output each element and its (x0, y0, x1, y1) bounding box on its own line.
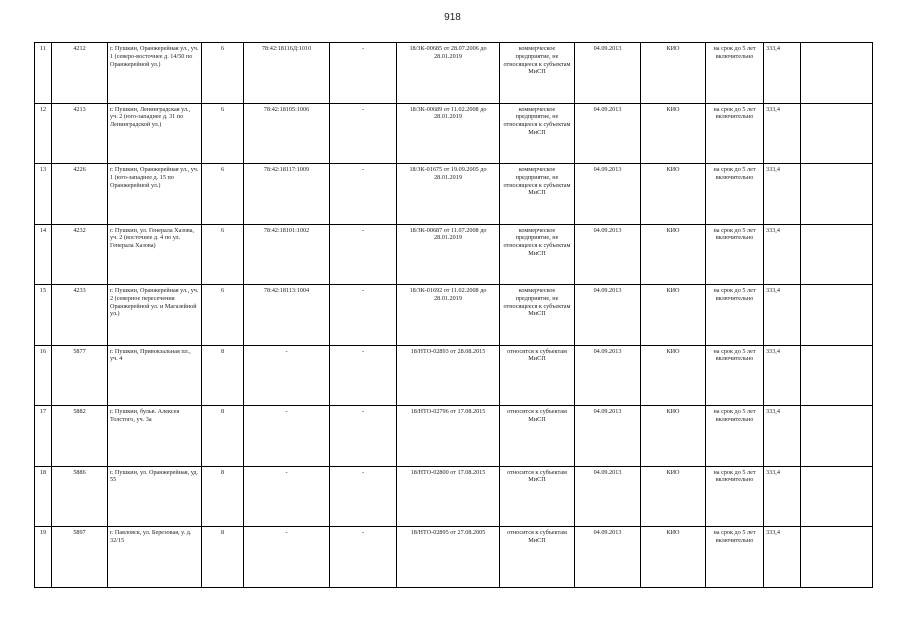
table-row (35, 43, 873, 104)
address-cell: г. Пушкин, Оранжерейная ул., уч. 2 (северное пересечения Оранжерейной ул. и Магазейной ул.) (108, 285, 202, 346)
zone-cell: 6 (202, 285, 244, 346)
contract-cell: 18/ЗК-01692 от 11.02.2008 до 28.01.2019 (397, 285, 500, 346)
zone-cell: 6 (202, 224, 244, 285)
table-row (35, 164, 873, 225)
cadastral-number: - (244, 527, 330, 588)
area-cell: 333,4 (764, 164, 801, 225)
date-cell: 04.09.2013 (575, 345, 641, 406)
zone-cell: 6 (202, 43, 244, 104)
table-row (35, 224, 873, 285)
area-cell: 333,4 (764, 466, 801, 527)
area-cell: 333,4 (764, 406, 801, 467)
address-cell: г. Пушкин, Оранжерейная ул., уч. 1 (юго-западнее д. 15 по Оранжерейной ул.) (108, 164, 202, 225)
table-row (35, 406, 873, 467)
term-cell: на срок до 5 лет включительно (706, 466, 764, 527)
contract-cell: 18/НТО-02800 от 17.08.2015 (397, 466, 500, 527)
date-cell: 04.09.2013 (575, 527, 641, 588)
organization-cell: КИО (641, 345, 706, 406)
blank-cell (801, 345, 873, 406)
table-row (35, 103, 873, 164)
empty-dash-cell: - (330, 43, 397, 104)
cadastral-number: 78:42:18117:1009 (244, 164, 330, 225)
status-cell: относится к субъектам МиСП (500, 345, 575, 406)
term-cell: на срок до 5 лет включительно (706, 527, 764, 588)
blank-cell (801, 527, 873, 588)
cadastral-number: 78:42:18113:1004 (244, 285, 330, 346)
term-cell: на срок до 5 лет включительно (706, 43, 764, 104)
row-number: 12 (35, 103, 52, 164)
address-cell: г. Пушкин, бульв. Алексея Толстого, уч. 3а (108, 406, 202, 467)
blank-cell (801, 406, 873, 467)
object-code: 4226 (52, 164, 108, 225)
object-code: 5897 (52, 527, 108, 588)
empty-dash-cell: - (330, 224, 397, 285)
area-cell: 333,4 (764, 345, 801, 406)
status-cell: коммерческое предприятие, не относящееся к субъектам МиСП (500, 103, 575, 164)
status-cell: относится к субъектам МиСП (500, 466, 575, 527)
address-cell: г. Пушкин, ул. Оранжерейная, уд. 55 (108, 466, 202, 527)
organization-cell: КИО (641, 103, 706, 164)
page-number: 918 (444, 12, 461, 23)
status-cell: относится к субъектам МиСП (500, 406, 575, 467)
organization-cell: КИО (641, 527, 706, 588)
date-cell: 04.09.2013 (575, 224, 641, 285)
object-code: 4232 (52, 224, 108, 285)
row-number: 19 (35, 527, 52, 588)
date-cell: 04.09.2013 (575, 406, 641, 467)
date-cell: 04.09.2013 (575, 43, 641, 104)
row-number: 17 (35, 406, 52, 467)
address-cell: г. Пушкин, Привокзальная пл., уч. 4 (108, 345, 202, 406)
date-cell: 04.09.2013 (575, 103, 641, 164)
contract-cell: 18/НТО-02895 от 27.08.2005 (397, 527, 500, 588)
object-code: 5886 (52, 466, 108, 527)
term-cell: на срок до 5 лет включительно (706, 345, 764, 406)
organization-cell: КИО (641, 164, 706, 225)
organization-cell: КИО (641, 224, 706, 285)
date-cell: 04.09.2013 (575, 285, 641, 346)
date-cell: 04.09.2013 (575, 164, 641, 225)
blank-cell (801, 164, 873, 225)
address-cell: г. Павловск, ул. Березовая, у. д. 32/15 (108, 527, 202, 588)
object-code: 4213 (52, 103, 108, 164)
zone-cell: 6 (202, 103, 244, 164)
zone-cell: 8 (202, 527, 244, 588)
cadastral-number: - (244, 406, 330, 467)
row-number: 13 (35, 164, 52, 225)
term-cell: на срок до 5 лет включительно (706, 285, 764, 346)
contract-cell: 18/ЗК-00687 от 11.07.2008 до 28.01.2019 (397, 224, 500, 285)
empty-dash-cell: - (330, 285, 397, 346)
area-cell: 333,4 (764, 43, 801, 104)
register-table (34, 42, 873, 588)
organization-cell: КИО (641, 285, 706, 346)
status-cell: коммерческое предприятие, не относящееся к субъектам МиСП (500, 164, 575, 225)
cadastral-number: 78:42:18101:1002 (244, 224, 330, 285)
empty-dash-cell: - (330, 466, 397, 527)
empty-dash-cell: - (330, 406, 397, 467)
status-cell: коммерческое предприятие, не относящееся к субъектам МиСП (500, 285, 575, 346)
status-cell: относится к субъектам МиСП (500, 527, 575, 588)
blank-cell (801, 285, 873, 346)
table-row (35, 466, 873, 527)
organization-cell: КИО (641, 406, 706, 467)
zone-cell: 6 (202, 164, 244, 225)
object-code: 4212 (52, 43, 108, 104)
organization-cell: КИО (641, 466, 706, 527)
term-cell: на срок до 5 лет включительно (706, 103, 764, 164)
blank-cell (801, 43, 873, 104)
blank-cell (801, 103, 873, 164)
contract-cell: 18/ЗК-01675 от 19.09.2005 до 28.01.2019 (397, 164, 500, 225)
zone-cell: 8 (202, 345, 244, 406)
cadastral-number: - (244, 466, 330, 527)
address-cell: г. Пушкин, ул. Генерала Хазова, уч. 2 (восточнее д. 4 по ул. Генерала Хазова) (108, 224, 202, 285)
row-number: 16 (35, 345, 52, 406)
empty-dash-cell: - (330, 103, 397, 164)
status-cell: коммерческое предприятие, не относящееся к субъектам МиСП (500, 43, 575, 104)
object-code: 4233 (52, 285, 108, 346)
table-row (35, 345, 873, 406)
blank-cell (801, 224, 873, 285)
address-cell: г. Пушкин, Оранжерейная ул., уч. 1 (северо-восточнее д. 14/50 по Оранжерейной ул.) (108, 43, 202, 104)
table-row (35, 285, 873, 346)
term-cell: на срок до 5 лет включительно (706, 406, 764, 467)
area-cell: 333,4 (764, 285, 801, 346)
row-number: 15 (35, 285, 52, 346)
row-number: 18 (35, 466, 52, 527)
term-cell: на срок до 5 лет включительно (706, 224, 764, 285)
area-cell: 333,4 (764, 527, 801, 588)
zone-cell: 8 (202, 466, 244, 527)
zone-cell: 8 (202, 406, 244, 467)
contract-cell: 18/ЗК-00685 от 28.07.2006 до 28.01.2019 (397, 43, 500, 104)
row-number: 11 (35, 43, 52, 104)
area-cell: 333,4 (764, 103, 801, 164)
address-cell: г. Пушкин, Ленинградская ул., уч. 2 (юго-западнее д. 31 по Ленинградской ул.) (108, 103, 202, 164)
cadastral-number: 78:42:18116Д:1010 (244, 43, 330, 104)
organization-cell: КИО (641, 43, 706, 104)
blank-cell (801, 466, 873, 527)
contract-cell: 18/НТО-02796 от 17.08.2015 (397, 406, 500, 467)
cadastral-number: - (244, 345, 330, 406)
empty-dash-cell: - (330, 345, 397, 406)
empty-dash-cell: - (330, 164, 397, 225)
date-cell: 04.09.2013 (575, 466, 641, 527)
row-number: 14 (35, 224, 52, 285)
object-code: 5882 (52, 406, 108, 467)
area-cell: 333,4 (764, 224, 801, 285)
empty-dash-cell: - (330, 527, 397, 588)
term-cell: на срок до 5 лет включительно (706, 164, 764, 225)
cadastral-number: 78:42:18105:1006 (244, 103, 330, 164)
table-row (35, 527, 873, 588)
status-cell: коммерческое предприятие, не относящееся к субъектам МиСП (500, 224, 575, 285)
object-code: 5877 (52, 345, 108, 406)
contract-cell: 18/ЗК-00689 от 11.02.2008 до 28.01.2019 (397, 103, 500, 164)
contract-cell: 18/НТО-02893 от 28.08.2015 (397, 345, 500, 406)
